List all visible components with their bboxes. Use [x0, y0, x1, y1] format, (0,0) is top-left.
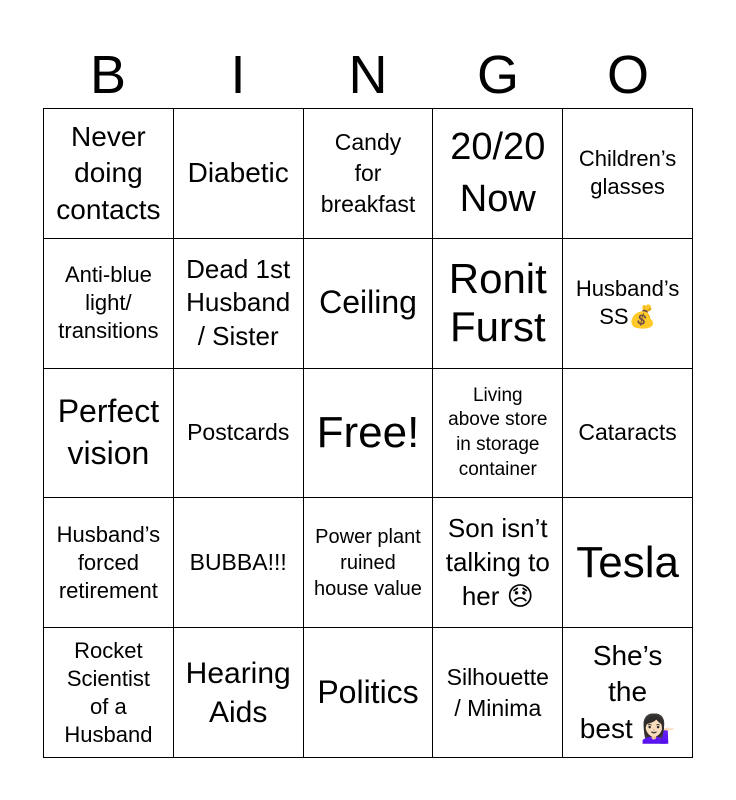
bingo-cell[interactable] — [174, 369, 304, 499]
header-letter-o: O — [606, 45, 649, 105]
cell-text: Silhouette / Minima — [446, 663, 549, 721]
cell-text: She’s the best 💁🏻‍♀️ — [579, 640, 676, 744]
cell-text: Power plant ruined house value — [314, 525, 422, 600]
cell-text: 20/20 Now — [450, 125, 546, 221]
bingo-cell[interactable] — [563, 369, 693, 499]
cell-text: Diabetic — [187, 157, 289, 189]
bingo-cell[interactable] — [433, 369, 563, 499]
cell-text: Anti-blue light/ transitions — [58, 262, 159, 344]
header-letter-g: G — [476, 45, 519, 105]
cell-text: Dead 1st Husband / Sister — [186, 253, 291, 352]
header-letter-b: B — [89, 45, 127, 105]
bingo-cell[interactable] — [563, 109, 693, 239]
bingo-cell[interactable] — [433, 109, 563, 239]
bingo-cell[interactable] — [304, 109, 434, 239]
bingo-cell[interactable] — [304, 628, 434, 758]
bingo-cell[interactable] — [44, 239, 174, 369]
bingo-cell[interactable] — [44, 498, 174, 628]
bingo-cell[interactable] — [563, 239, 693, 369]
bingo-cell[interactable] — [304, 239, 434, 369]
bingo-cell[interactable] — [433, 628, 563, 758]
cell-text: Candy for breakfast — [320, 128, 416, 217]
cell-text: Children’s glasses — [578, 146, 677, 200]
cell-text: Never doing contacts — [56, 120, 161, 225]
bingo-header — [43, 42, 693, 108]
cell-text: Living above store in storage container — [448, 384, 548, 480]
bingo-cell[interactable] — [563, 498, 693, 628]
bingo-cell[interactable] — [44, 628, 174, 758]
bingo-cell[interactable] — [433, 239, 563, 369]
cell-text: Free! — [316, 407, 420, 457]
cell-text: Cataracts — [578, 419, 677, 446]
bingo-cell[interactable] — [174, 628, 304, 758]
cell-text: Ronit Furst — [448, 254, 547, 351]
bingo-cell[interactable] — [304, 498, 434, 628]
bingo-cell free-space[interactable] — [304, 369, 434, 499]
cell-text: BUBBA!!! — [189, 549, 287, 576]
cell-text: Postcards — [187, 419, 290, 446]
bingo-cell[interactable] — [174, 109, 304, 239]
bingo-board — [43, 108, 693, 758]
bingo-cell[interactable] — [44, 109, 174, 239]
cell-text: Son isn’t talking to her 😞 — [445, 513, 550, 611]
cell-text: Tesla — [576, 537, 679, 587]
cell-text: Politics — [317, 673, 419, 710]
cell-text: Ceiling — [319, 284, 417, 321]
cell-text: Hearing Aids — [185, 656, 291, 729]
cell-text: Perfect vision — [57, 393, 160, 471]
cell-text: Husband’s forced retirement — [56, 521, 161, 603]
bingo-cell[interactable] — [44, 369, 174, 499]
cell-text: Rocket Scientist of a Husband — [64, 637, 153, 747]
cell-text: Husband’s SS💰 — [575, 276, 680, 330]
bingo-cell[interactable] — [174, 498, 304, 628]
header-letter-i: I — [230, 45, 246, 105]
header-letter-n: N — [348, 45, 388, 105]
bingo-cell[interactable] — [174, 239, 304, 369]
bingo-cell[interactable] — [563, 628, 693, 758]
bingo-cell[interactable] — [433, 498, 563, 628]
